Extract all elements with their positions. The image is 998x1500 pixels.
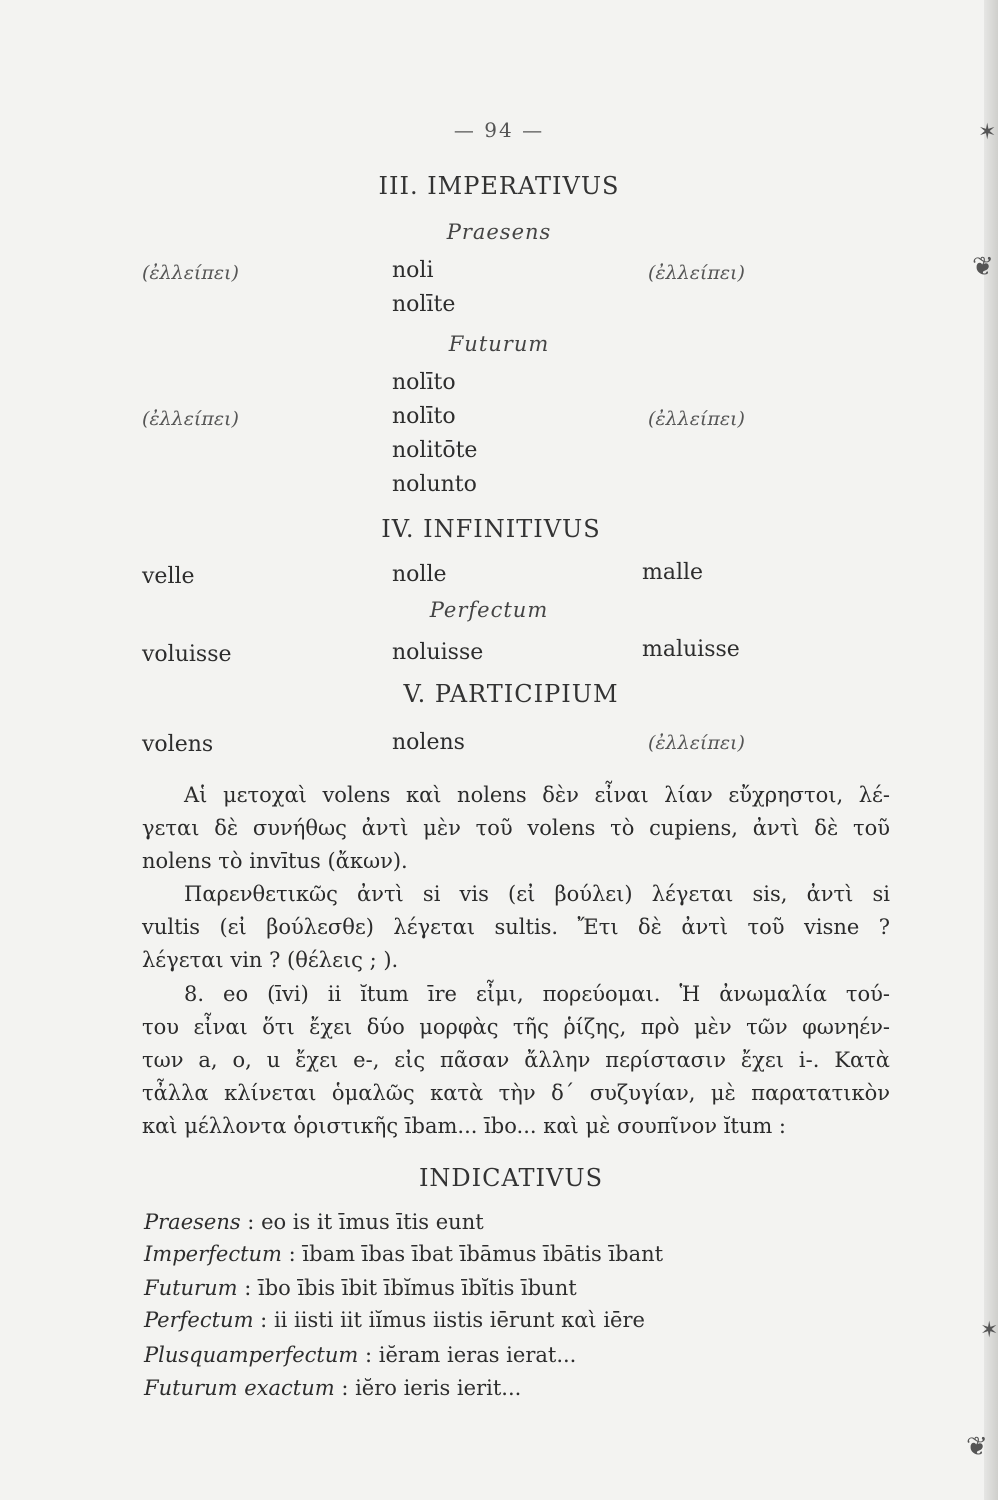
infinitive-perfect-volo: voluisse: [142, 642, 232, 667]
text-line: γεται δὲ συνήθως ἀντὶ μὲν τοῦ volens τὸ cupiens, ἀντὶ δὲ τοῦ: [142, 816, 890, 840]
imperative-future-malo: (ἐλλείπει): [648, 408, 745, 430]
imperative-future-nolo: nolīto: [392, 370, 456, 395]
tense-forms: iĕram ieras ierat...: [378, 1343, 577, 1367]
tense-label: Plusquamperfectum: [144, 1343, 359, 1367]
ink-speck: ✶: [980, 1318, 998, 1343]
tense-forms: ii iisti iit iĭmus iistis iērunt καὶ iēre: [273, 1308, 645, 1332]
text-line: vultis (εἰ βούλεσθε) λέγεται sultis. Ἔτι δὲ ἀντὶ τοῦ visne ?: [142, 915, 890, 939]
conjugation-row: Imperfectum : ībam ības ībat ībāmus ībātis ībant: [144, 1242, 664, 1266]
subheading-futurum: Futurum: [448, 332, 550, 356]
conjugation-row: Plusquamperfectum : iĕram ieras ierat...: [144, 1343, 577, 1367]
infinitive-perfect-nolo: noluisse: [392, 640, 484, 665]
tense-label: Perfectum: [144, 1308, 254, 1332]
section-heading-infinitivus: IV. INFINITIVUS: [381, 515, 601, 543]
text-line: καὶ μέλλοντα ὁριστικῆς ībam... ībo... καὶ μὲ σουπῖνον ĭtum :: [142, 1114, 787, 1138]
participle-malo: (ἐλλείπει): [648, 732, 745, 754]
subheading-praesens: Praesens: [446, 220, 552, 244]
text-line: τἆλλα κλίνεται ὁμαλῶς κατὰ τὴν δ΄ συζυγίαν, μὲ παρατατικὸν: [142, 1081, 890, 1105]
tense-forms: iĕro ieris ierit...: [355, 1376, 522, 1400]
tense-label: Futurum: [144, 1276, 238, 1300]
subheading-perfectum: Perfectum: [429, 598, 549, 622]
text-line: nolens τὸ invītus (ἄκων).: [142, 849, 408, 873]
conjugation-row: Perfectum : ii iisti iit iĭmus iistis iērunt καὶ iēre: [144, 1308, 645, 1332]
tense-label: Futurum exactum: [144, 1376, 335, 1400]
participle-nolo: nolens: [392, 730, 465, 755]
conjugation-row: Futurum : ībo ībis ībit ībĭmus ībĭtis ībunt: [144, 1276, 577, 1300]
section-heading-participium: V. PARTICIPIUM: [403, 680, 619, 708]
participle-volo: volens: [142, 732, 214, 757]
conjugation-row: Praesens : eo is it īmus ītis eunt: [144, 1210, 484, 1234]
infinitive-perfect-malo: maluisse: [642, 637, 740, 662]
conjugation-row: Futurum exactum : iĕro ieris ierit...: [144, 1376, 522, 1400]
text-line: Παρενθετικῶς ἀντὶ si vis (εἰ βούλει) λέγεται sis, ἀντὶ si: [184, 882, 890, 906]
text-line: των a, o, u ἔχει e-, εἰς πᾶσαν ἄλλην περίστασιν ἔχει i-. Κατὰ: [142, 1048, 890, 1072]
imperative-future-volo: (ἐλλείπει): [142, 408, 239, 430]
infinitive-present-volo: velle: [142, 564, 195, 589]
page-number: — 94 —: [453, 118, 545, 142]
tense-forms: ībam ības ībat ībāmus ībātis ībant: [302, 1242, 664, 1266]
imperative-future-nolo: nolīto: [392, 404, 456, 429]
ink-speck: ✶: [978, 120, 997, 145]
ink-speck: ❦: [966, 1432, 988, 1462]
paragraph-parenthetical-forms: [142, 878, 890, 977]
imperative-future-nolo: nolunto: [392, 472, 477, 497]
text-line: του εἶναι ὅτι ἔχει δύο μορφὰς τῆς ῥίζης, πρὸ μὲν τῶν φωνηέν-: [142, 1015, 890, 1039]
tense-forms: ībo ībis ībit ībĭmus ībĭtis ībunt: [257, 1276, 577, 1300]
tense-label: Praesens: [144, 1210, 241, 1234]
text-line: Αἱ μετοχαὶ volens καὶ nolens δὲν εἶναι λίαν εὔχρηστοι, λέ-: [184, 783, 890, 807]
infinitive-present-malo: malle: [642, 560, 704, 585]
imperative-future-nolo: nolitōte: [392, 438, 478, 463]
imperative-present-nolo: noli: [392, 258, 434, 283]
tense-label: Imperfectum: [144, 1242, 282, 1266]
ink-speck: ❦: [972, 252, 994, 282]
paragraph-eo-anomaly: [142, 978, 890, 1143]
text-line: 8. eo (īvi) ii ĭtum īre εἶμι, πορεύομαι. Ἡ ἀνωμαλία τού-: [184, 982, 890, 1006]
paragraph-participles-note: [142, 779, 890, 878]
section-heading-imperativus: III. IMPERATIVUS: [378, 172, 620, 200]
imperative-present-nolo: nolīte: [392, 292, 456, 317]
imperative-present-volo: (ἐλλείπει): [142, 262, 239, 284]
tense-forms: eo is it īmus ītis eunt: [261, 1210, 484, 1234]
section-heading-indicativus: INDICATIVUS: [418, 1164, 604, 1192]
infinitive-present-nolo: nolle: [392, 562, 447, 587]
text-line: λέγεται vin ? (θέλεις ; ).: [142, 948, 399, 972]
imperative-present-malo: (ἐλλείπει): [648, 262, 745, 284]
